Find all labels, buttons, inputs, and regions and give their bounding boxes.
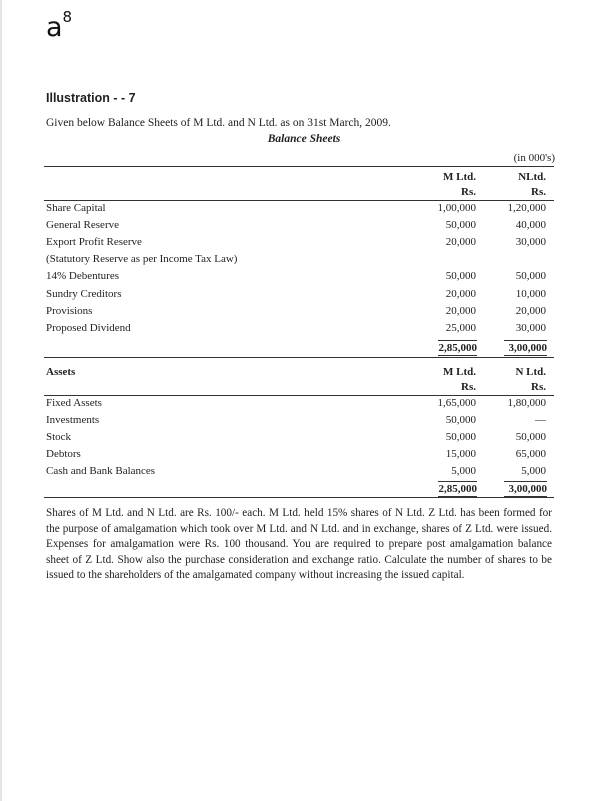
table-row [44,303,554,320]
table-row [44,200,554,217]
table-row [44,395,554,412]
row-m-value: 1,65,000 [437,397,476,409]
row-n-value: 20,000 [515,304,546,317]
row-n-value: — [535,414,546,427]
n-ltd-column-header: NLtd. Rs. [518,171,546,198]
table-row [44,234,554,251]
row-m-value: 5,000 [451,465,476,478]
row-n-value: 1,80,000 [507,397,546,409]
row-m-value: 15,000 [445,448,476,461]
row-label: Proposed Dividend [46,321,131,334]
row-n-value: 1,20,000 [507,202,546,214]
liabilities-total-m: 2,85,000 [438,342,477,354]
section-rule [44,357,554,358]
table-top-rule [44,166,554,167]
assets-m-column-header: M Ltd. Rs. [443,366,476,393]
row-m-value: 20,000 [445,236,476,249]
table-row [44,463,554,480]
row-m-value: 50,000 [445,270,476,283]
table-row [44,268,554,285]
row-label: Export Profit Reserve [46,236,142,249]
row-m-value: 50,000 [445,431,476,444]
liabilities-total-n: 3,00,000 [504,340,547,356]
row-n-value: 65,000 [515,448,546,461]
intro-text: Given below Balance Sheets of M Ltd. and N Ltd. as on 31st March, 2009. [46,117,391,129]
row-label: Provisions [46,304,93,317]
table-row [44,429,554,446]
row-m-value: 1,00,000 [437,202,476,214]
m-ltd-column-header: M Ltd. Rs. [443,171,476,198]
row-m-value: 25,000 [445,321,476,334]
row-m-value: 20,000 [445,287,476,300]
row-n-value: 40,000 [515,219,546,232]
assets-n-column-header: N Ltd. Rs. [515,366,546,393]
row-label: General Reserve [46,219,119,232]
problem-paragraph: Shares of M Ltd. and N Ltd. are Rs. 100/- each. M Ltd. held 15% shares of N Ltd. Z Ltd. has been formed for the purpose of amalgamation which took over M Ltd. and N Ltd. and in exchange, shares of Z Ltd. were issued. Expenses for amalgamation were Rs. 100 thousand. You are required to prepare post amalgamation balance sheet of Z Ltd. Show also the purchase consideration and exchange ratio. Calculate the number of shares to be issued to the shareholders of the amalgamated company without increasing the issued capital. [46,507,552,581]
row-m-value: 50,000 [445,219,476,232]
row-n-value: 30,000 [515,321,546,334]
table-row [44,446,554,463]
table-bottom-rule [44,497,554,498]
assets-label: Assets [46,366,76,378]
table-row [44,217,554,234]
row-n-value: 50,000 [515,431,546,444]
row-n-value: 30,000 [515,236,546,249]
row-n-value: 5,000 [521,465,546,478]
page-marker: $a^8$ [46,8,73,43]
table-row [44,251,554,268]
assets-total-n: 3,00,000 [504,481,547,497]
row-label: Debtors [46,448,81,461]
row-label: Stock [46,431,72,444]
row-label: Cash and Bank Balances [46,465,156,478]
table-row [44,286,554,303]
row-label: Sundry Creditors [46,287,122,300]
row-label: Share Capital [46,202,106,214]
page-edge [0,0,2,801]
row-label: Investments [46,414,100,427]
row-label: (Statutory Reserve as per Income Tax Law) [46,253,238,266]
row-n-value: 50,000 [515,270,546,283]
row-label: Fixed Assets [46,397,102,409]
illustration-heading: Illustration - - 7 [46,91,136,105]
unit-note: (in 000's) [513,152,555,164]
table-row [44,320,554,337]
table-row [44,412,554,429]
table-caption: Balance Sheets [267,133,341,145]
row-m-value: 50,000 [445,414,476,427]
row-m-value: 20,000 [445,304,476,317]
row-label: 14% Debentures [46,270,120,283]
assets-total-m: 2,85,000 [438,483,477,495]
row-n-value: 10,000 [515,287,546,300]
